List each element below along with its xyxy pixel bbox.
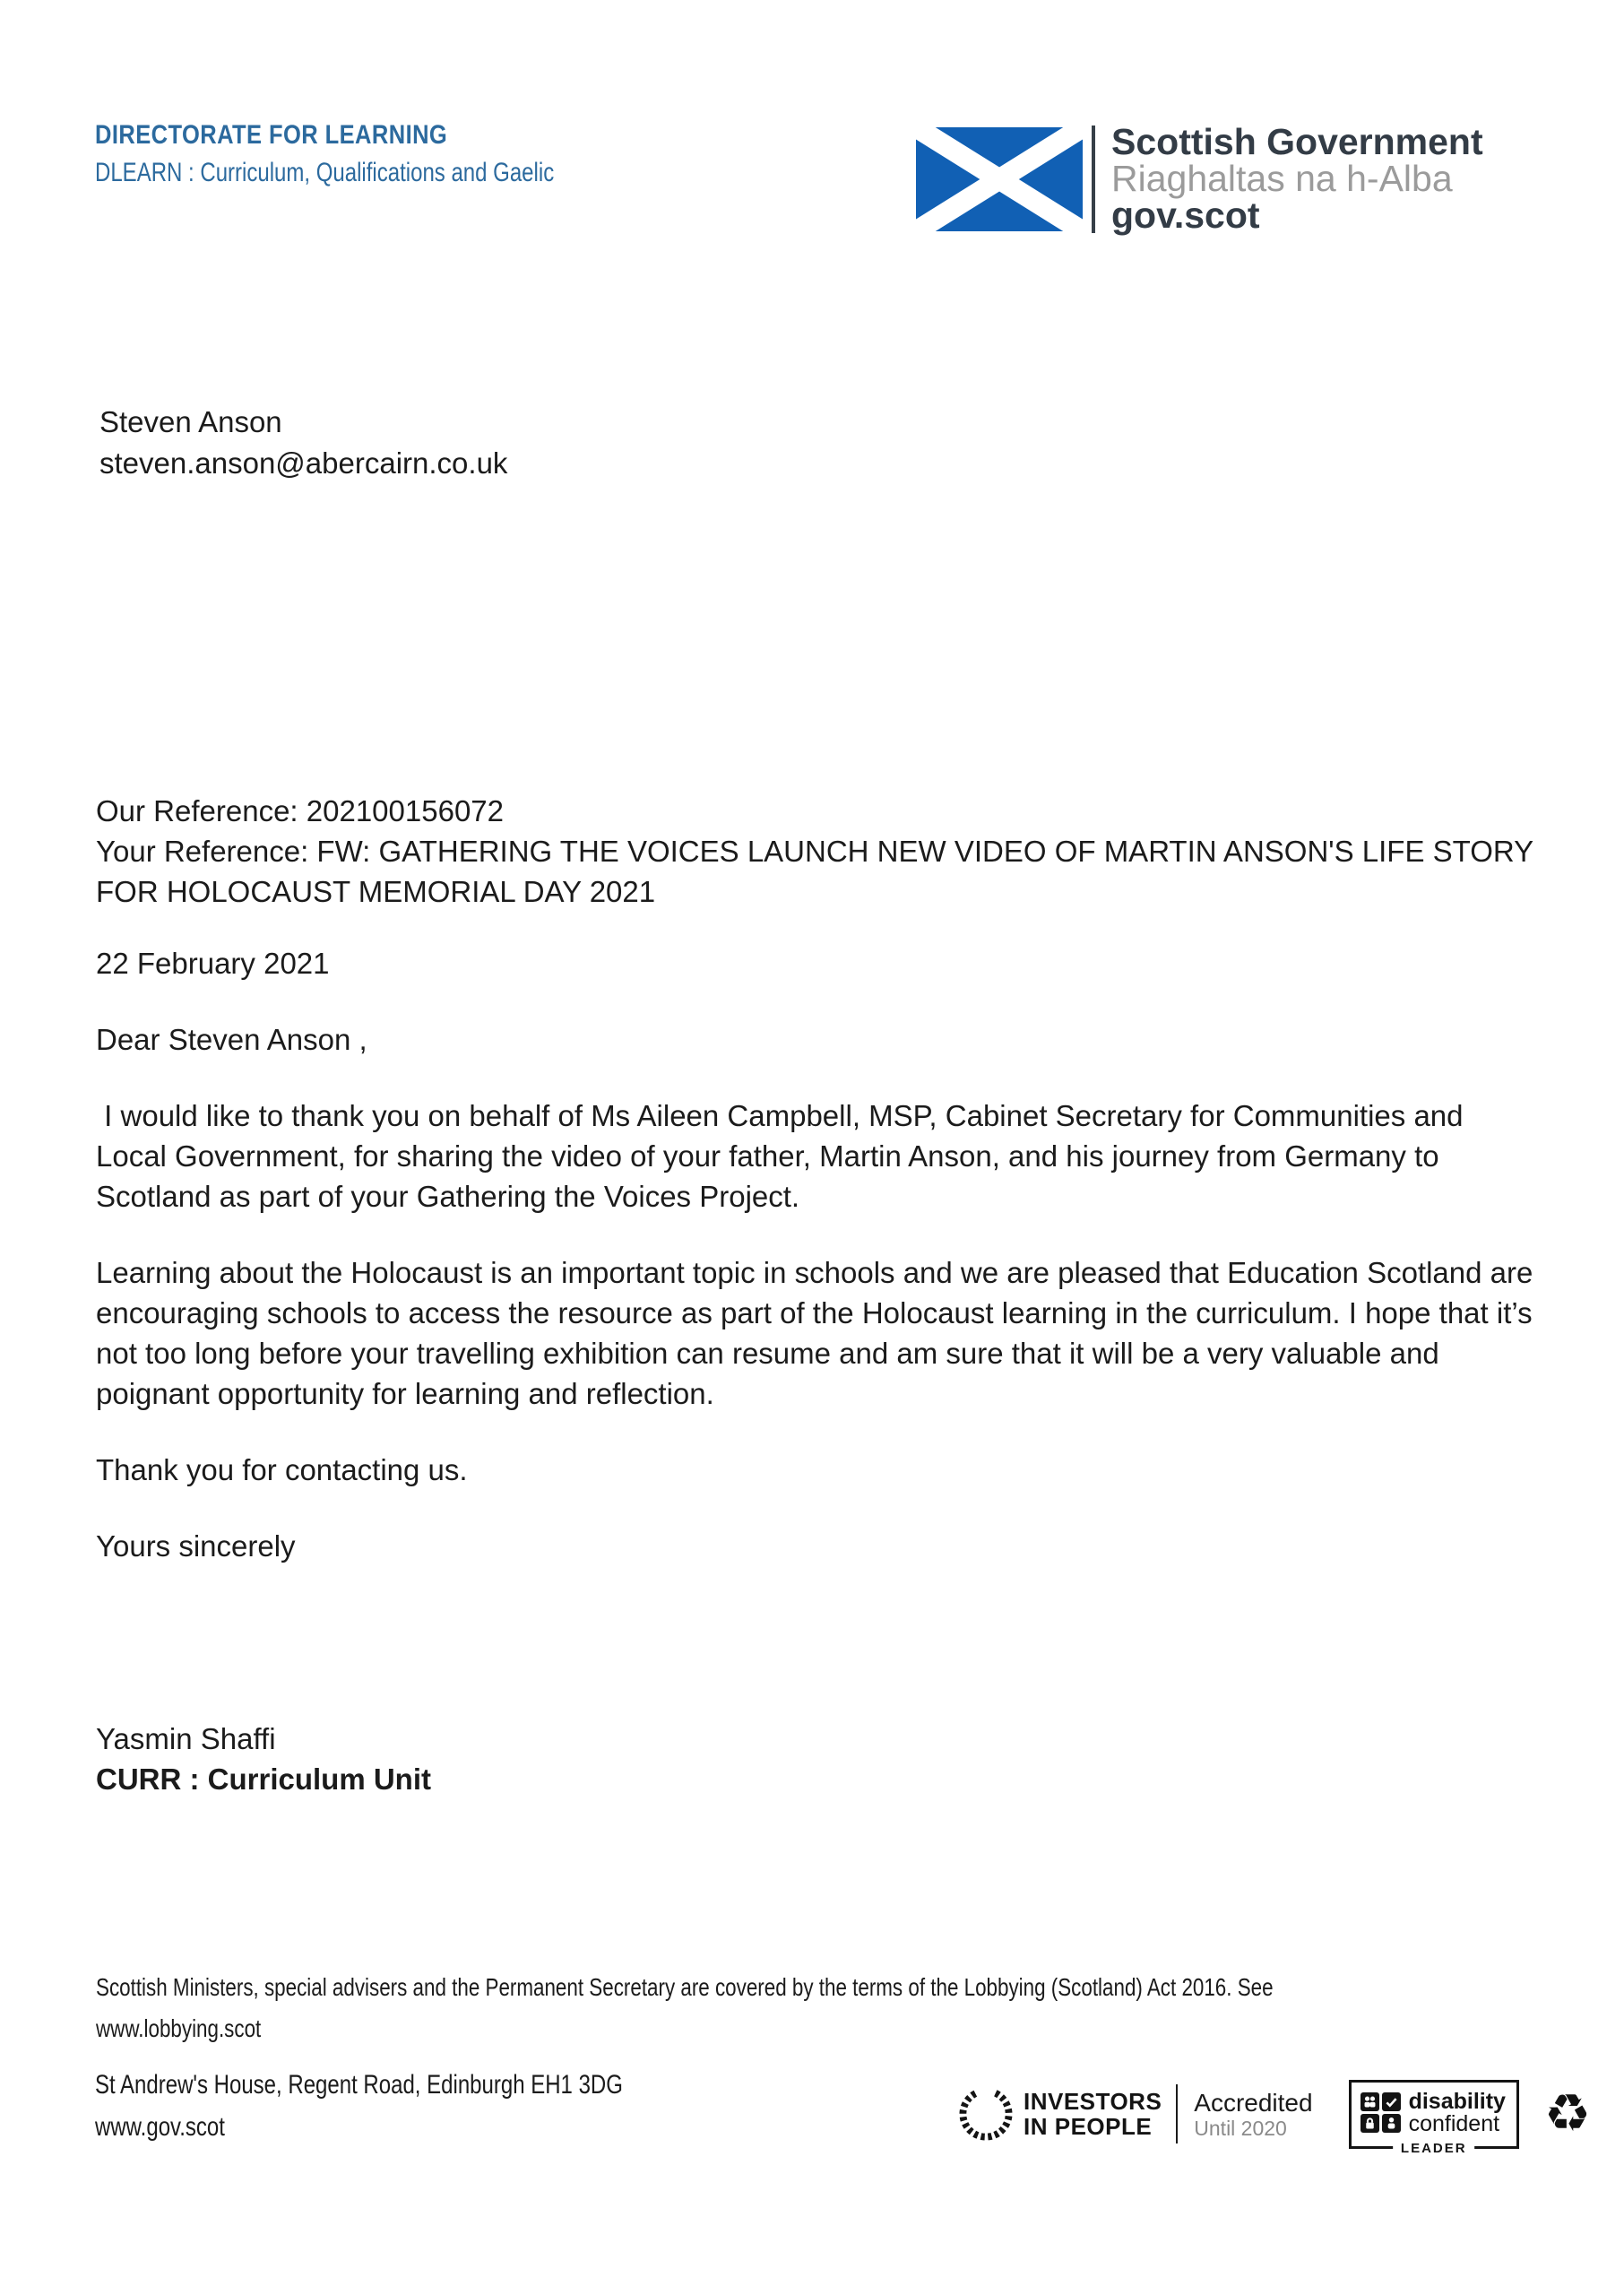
our-reference: Our Reference: 202100156072 [96,794,505,827]
saltire-flag-icon [916,127,1083,231]
office-address-block [95,2064,623,2148]
person-icon [1382,2114,1401,2133]
confident-word: confident [1408,2110,1500,2136]
footer-badges [957,2071,1591,2157]
recipient-email: steven.anson@abercairn.co.uk [99,446,508,480]
directorate-title: DIRECTORATE FOR LEARNING [95,120,448,150]
salutation: Dear Steven Anson , [96,1023,367,1056]
lobbying-text: Scottish Ministers, special advisers and the Permanent Secretary are covered by the terms of the Lobbying (Scotland) Act 2016. See [96,1973,1274,2001]
directorate-division: DLEARN : Curriculum, Qualifications and Gaelic [95,158,555,187]
logo-site: gov.scot [1111,195,1260,236]
iip-line1: INVESTORS [1024,2088,1162,2115]
people-icon [1361,2092,1379,2111]
paragraph-1: I would like to thank you on behalf of Ms Aileen Campbell, MSP, Cabinet Secretary for Communities and Local Government, for sharing the video of your father, Martin Anson, and his journey from Germany to Scotland as part of your Gathering the Voices Project. [96,1099,1472,1213]
leader-label: LEADER [1393,2141,1475,2156]
recycle-icon: ♻ [1543,2084,1591,2143]
check-icon [1382,2092,1401,2111]
badge-divider [1176,2084,1178,2143]
lobbying-url: www.lobbying.scot [96,2014,262,2042]
letterhead [95,117,669,192]
logo-org-name: Scottish Government [1111,121,1483,162]
disability-confident-badge [1349,2080,1519,2156]
signatory-name: Yasmin Shaffi [96,1722,276,1755]
accredited-until: Until 2020 [1194,2116,1287,2140]
logo-text [1111,121,1483,236]
accredited-label: Accredited [1194,2088,1313,2117]
recipient-name: Steven Anson [99,405,282,438]
valediction: Yours sincerely [96,1529,296,1563]
lobbying-note [96,1967,1274,2049]
office-address: St Andrew's House, Regent Road, Edinburgh EH1 3DG [95,2070,623,2100]
iip-line2: IN PEOPLE [1024,2113,1153,2140]
paragraph-2: Learning about the Holocaust is an important topic in schools and we are pleased that Education Scotland are encouraging schools to access the resource as part of the Holocaust learning in the curriculum. I hope that it’s not too long before your travelling exhibition can resume and am sure that it will be a very valuable and poignant opportunity for learning and reflection. [96,1256,1542,1410]
your-reference: Your Reference: FW: GATHERING THE VOICES LAUNCH NEW VIDEO OF MARTIN ANSON'S LIFE STORY FOR HOLOCAUST MEMORIAL DAY 2021 [96,835,1533,908]
investors-in-people-logo [1024,2089,1162,2139]
logo-divider [1092,126,1095,233]
iip-wreath-icon [957,2085,1015,2143]
scottish-government-logo [916,121,1483,236]
logo-gaelic-name: Riaghaltas na h-Alba [1111,158,1453,199]
signatory-unit: CURR : Curriculum Unit [96,1762,431,1796]
accreditation-block [1194,2089,1312,2140]
signature-block [96,1719,1537,1799]
letter-body [96,791,1542,1799]
gov-website: www.gov.scot [95,2112,225,2142]
recipient-block [99,402,507,484]
disability-word: disability [1408,2088,1506,2114]
lock-icon [1361,2114,1379,2133]
disability-confident-tiles [1361,2092,1401,2133]
disability-confident-text [1408,2088,1506,2136]
letter-date: 22 February 2021 [96,947,330,980]
paragraph-3: Thank you for contacting us. [96,1453,468,1486]
reference-block [96,791,1537,912]
